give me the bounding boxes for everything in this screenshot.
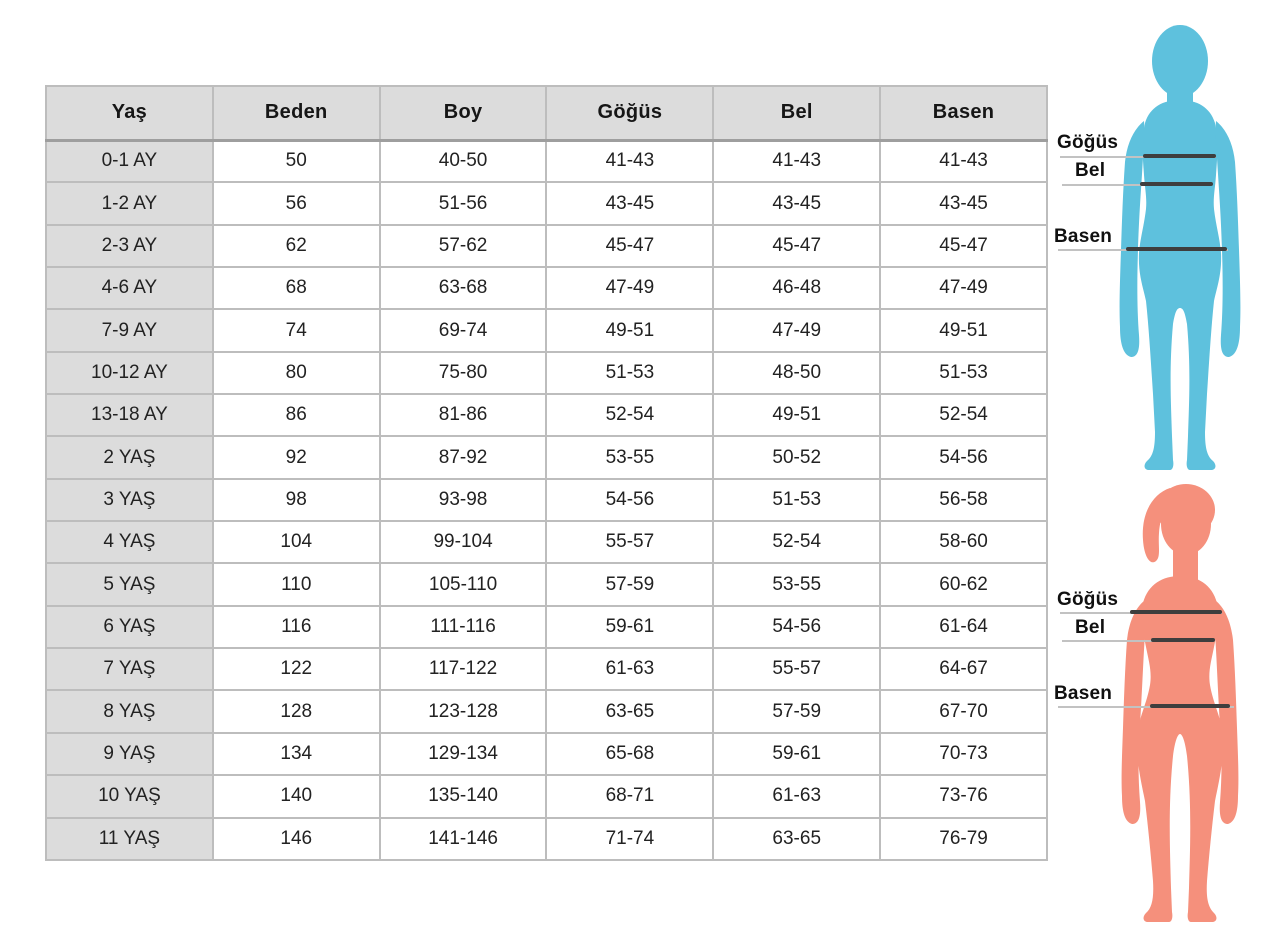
- girl-silhouette-pink-figure: [1112, 476, 1248, 926]
- value-cell: 63-65: [713, 818, 880, 861]
- value-cell: 43-45: [546, 182, 713, 224]
- row-label-cell: 3 YAŞ: [46, 479, 213, 521]
- col-header-yas: Yaş: [46, 86, 213, 140]
- value-cell: 57-59: [713, 690, 880, 732]
- value-cell: 98: [213, 479, 380, 521]
- row-label-cell: 13-18 AY: [46, 394, 213, 436]
- value-cell: 47-49: [546, 267, 713, 309]
- value-cell: 51-53: [880, 352, 1047, 394]
- value-cell: 52-54: [713, 521, 880, 563]
- value-cell: 58-60: [880, 521, 1047, 563]
- table-row: [46, 140, 1047, 182]
- table-row: [46, 521, 1047, 563]
- value-cell: 41-43: [880, 140, 1047, 182]
- value-cell: 140: [213, 775, 380, 817]
- pink-figure-torso-legs: [1137, 576, 1223, 922]
- row-label-cell: 1-2 AY: [46, 182, 213, 224]
- value-cell: 134: [213, 733, 380, 775]
- value-cell: 81-86: [380, 394, 547, 436]
- value-cell: 47-49: [713, 309, 880, 351]
- value-cell: 63-68: [380, 267, 547, 309]
- value-cell: 61-63: [546, 648, 713, 690]
- table-row: [46, 436, 1047, 478]
- value-cell: 75-80: [380, 352, 547, 394]
- row-label-cell: 0-1 AY: [46, 140, 213, 182]
- value-cell: 61-64: [880, 606, 1047, 648]
- value-cell: 43-45: [880, 182, 1047, 224]
- value-cell: 86: [213, 394, 380, 436]
- value-cell: 49-51: [713, 394, 880, 436]
- blue-chest-line-dark: [1143, 154, 1216, 158]
- table-row: [46, 818, 1047, 861]
- value-cell: 60-62: [880, 563, 1047, 605]
- value-cell: 49-51: [880, 309, 1047, 351]
- table-row: [46, 267, 1047, 309]
- value-cell: 135-140: [380, 775, 547, 817]
- value-cell: 99-104: [380, 521, 547, 563]
- value-cell: 57-59: [546, 563, 713, 605]
- table-row: [46, 309, 1047, 351]
- value-cell: 56: [213, 182, 380, 224]
- blue-figure-right-arm: [1216, 121, 1241, 357]
- table-row: [46, 479, 1047, 521]
- table-row: [46, 733, 1047, 775]
- value-cell: 111-116: [380, 606, 547, 648]
- value-cell: 117-122: [380, 648, 547, 690]
- table-row: [46, 648, 1047, 690]
- pink-hips-label: Basen: [1054, 683, 1113, 704]
- value-cell: 141-146: [380, 818, 547, 861]
- table-row: [46, 352, 1047, 394]
- value-cell: 41-43: [713, 140, 880, 182]
- pink-hips-line-dark: [1150, 704, 1230, 708]
- value-cell: 54-56: [546, 479, 713, 521]
- value-cell: 116: [213, 606, 380, 648]
- blue-waist-line-dark: [1140, 182, 1213, 186]
- value-cell: 105-110: [380, 563, 547, 605]
- value-cell: 53-55: [713, 563, 880, 605]
- row-label-cell: 11 YAŞ: [46, 818, 213, 861]
- value-cell: 73-76: [880, 775, 1047, 817]
- blue-hips-label: Basen: [1054, 226, 1113, 247]
- value-cell: 45-47: [880, 225, 1047, 267]
- value-cell: 59-61: [546, 606, 713, 648]
- value-cell: 68: [213, 267, 380, 309]
- value-cell: 69-74: [380, 309, 547, 351]
- value-cell: 80: [213, 352, 380, 394]
- blue-chest-label: Göğüs: [1057, 132, 1119, 153]
- value-cell: 74: [213, 309, 380, 351]
- value-cell: 51-53: [713, 479, 880, 521]
- table-row: [46, 690, 1047, 732]
- pink-figure-right-arm: [1215, 600, 1239, 824]
- table-row: [46, 394, 1047, 436]
- value-cell: 52-54: [880, 394, 1047, 436]
- row-label-cell: 6 YAŞ: [46, 606, 213, 648]
- value-cell: 46-48: [713, 267, 880, 309]
- table-row: [46, 606, 1047, 648]
- row-label-cell: 2-3 AY: [46, 225, 213, 267]
- value-cell: 50-52: [713, 436, 880, 478]
- row-label-cell: 7 YAŞ: [46, 648, 213, 690]
- value-cell: 68-71: [546, 775, 713, 817]
- pink-chest-line-dark: [1130, 610, 1222, 614]
- value-cell: 70-73: [880, 733, 1047, 775]
- value-cell: 67-70: [880, 690, 1047, 732]
- value-cell: 122: [213, 648, 380, 690]
- col-header-basen: Basen: [880, 86, 1047, 140]
- row-label-cell: 8 YAŞ: [46, 690, 213, 732]
- row-label-cell: 5 YAŞ: [46, 563, 213, 605]
- col-header-gogus: Göğüs: [546, 86, 713, 140]
- col-header-bel: Bel: [713, 86, 880, 140]
- col-header-boy: Boy: [380, 86, 547, 140]
- value-cell: 54-56: [880, 436, 1047, 478]
- value-cell: 59-61: [713, 733, 880, 775]
- value-cell: 49-51: [546, 309, 713, 351]
- table-row: [46, 225, 1047, 267]
- table-row: [46, 563, 1047, 605]
- value-cell: 87-92: [380, 436, 547, 478]
- value-cell: 47-49: [880, 267, 1047, 309]
- value-cell: 48-50: [713, 352, 880, 394]
- value-cell: 54-56: [713, 606, 880, 648]
- value-cell: 45-47: [713, 225, 880, 267]
- blue-hips-line-dark: [1126, 247, 1227, 251]
- value-cell: 128: [213, 690, 380, 732]
- value-cell: 55-57: [713, 648, 880, 690]
- value-cell: 62: [213, 225, 380, 267]
- value-cell: 57-62: [380, 225, 547, 267]
- row-label-cell: 2 YAŞ: [46, 436, 213, 478]
- pink-figure-left-arm: [1122, 600, 1146, 824]
- row-label-cell: 4-6 AY: [46, 267, 213, 309]
- pink-chest-label: Göğüs: [1057, 589, 1119, 610]
- row-label-cell: 10-12 AY: [46, 352, 213, 394]
- value-cell: 146: [213, 818, 380, 861]
- value-cell: 92: [213, 436, 380, 478]
- value-cell: 64-67: [880, 648, 1047, 690]
- value-cell: 76-79: [880, 818, 1047, 861]
- col-header-beden: Beden: [213, 86, 380, 140]
- value-cell: 123-128: [380, 690, 547, 732]
- size-table: [45, 85, 1048, 861]
- value-cell: 56-58: [880, 479, 1047, 521]
- row-label-cell: 7-9 AY: [46, 309, 213, 351]
- value-cell: 53-55: [546, 436, 713, 478]
- size-table-body: [46, 140, 1047, 860]
- value-cell: 63-65: [546, 690, 713, 732]
- value-cell: 129-134: [380, 733, 547, 775]
- value-cell: 51-53: [546, 352, 713, 394]
- row-label-cell: 4 YAŞ: [46, 521, 213, 563]
- row-label-cell: 9 YAŞ: [46, 733, 213, 775]
- value-cell: 93-98: [380, 479, 547, 521]
- value-cell: 104: [213, 521, 380, 563]
- value-cell: 45-47: [546, 225, 713, 267]
- value-cell: 40-50: [380, 140, 547, 182]
- value-cell: 55-57: [546, 521, 713, 563]
- blue-waist-label: Bel: [1075, 160, 1106, 181]
- value-cell: 43-45: [713, 182, 880, 224]
- header-row: [46, 86, 1047, 140]
- pink-figure-neck: [1173, 540, 1198, 580]
- value-cell: 51-56: [380, 182, 547, 224]
- value-cell: 110: [213, 563, 380, 605]
- row-label-cell: 10 YAŞ: [46, 775, 213, 817]
- value-cell: 65-68: [546, 733, 713, 775]
- table-row: [46, 182, 1047, 224]
- size-table-header: [46, 86, 1047, 140]
- value-cell: 52-54: [546, 394, 713, 436]
- pink-waist-line-dark: [1151, 638, 1215, 642]
- value-cell: 50: [213, 140, 380, 182]
- pink-waist-label: Bel: [1075, 617, 1106, 638]
- table-row: [46, 775, 1047, 817]
- value-cell: 41-43: [546, 140, 713, 182]
- value-cell: 61-63: [713, 775, 880, 817]
- value-cell: 71-74: [546, 818, 713, 861]
